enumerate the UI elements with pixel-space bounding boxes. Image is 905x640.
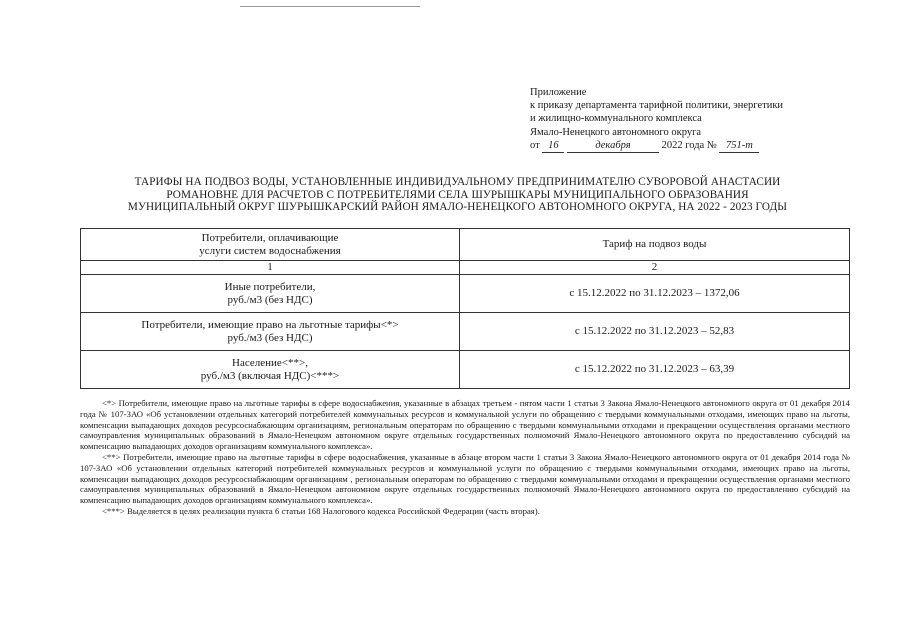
consumer-cell bbox=[81, 351, 460, 389]
date-month: декабря bbox=[567, 139, 659, 153]
header-consumers-line-2: услуги систем водоснабжения bbox=[199, 244, 341, 257]
header-consumers-line-1: Потребители, оплачивающие bbox=[201, 231, 339, 244]
tariff-cell: с 15.12.2022 по 31.12.2023 – 52,83 bbox=[460, 313, 850, 351]
table-row bbox=[81, 313, 850, 351]
consumer-line-1: Население<**>, bbox=[232, 356, 308, 369]
table-row bbox=[81, 351, 850, 389]
tariff-cell: с 15.12.2022 по 31.12.2023 – 63,39 bbox=[460, 351, 850, 389]
column-number-2: 2 bbox=[460, 261, 850, 275]
table-row bbox=[81, 275, 850, 313]
appendix-line-2: к приказу департамента тарифной политики, энергетики bbox=[530, 100, 784, 112]
title-line-1: ТАРИФЫ НА ПОДВОЗ ВОДЫ, УСТАНОВЛЕННЫЕ ИНДИВИДУАЛЬНОМУ ПРЕДПРИНИМАТЕЛЮ СУВОРОВОЙ АНАСТАСИИ bbox=[134, 176, 781, 188]
footnote-1: <*> Потребители, имеющие право на льготные тарифы в сфере водоснабжения, указанные в абзацах третьем - пятом части 1 статьи 3 Закона Ямало-Ненецкого автономного округа от 01 декабря 2014 года № 107-ЗАО «Об установлении отдельных категорий потребителей коммунальных ресурсов и коммунальной услуги по обращению с твердыми коммунальными отходами, имеющих право на льготы, компенсации выпадающих доходов ресурсоснабжающим организациям, региональным операторам по обращению с твердыми коммунальными отходами и прекращении осуществления органами местного самоуправления муниципальных образований в Ямало-Ненецком автономном округе отдельных государственных полномочий Ямало-Ненецкого автономного округа по предоставлению субсидий на компенсацию выпадающих доходов организациям коммунального комплекса». bbox=[80, 398, 850, 452]
title-line-3: МУНИЦИПАЛЬНЫЙ ОКРУГ ШУРЫШКАРСКИЙ РАЙОН ЯМАЛО-НЕНЕЦКОГО АВТОНОМНОГО ОКРУГА, НА 2022 - 2023 ГОДЫ bbox=[127, 201, 788, 214]
consumer-line-2: руб./м3 (без НДС) bbox=[227, 331, 313, 344]
consumer-cell bbox=[81, 275, 460, 313]
footnote-3: <***> Выделяется в целях реализации пункта 6 статьи 168 Налогового кодекса Российской Федерации (часть вторая). bbox=[102, 505, 540, 516]
column-number-1: 1 bbox=[81, 261, 460, 275]
appendix-block bbox=[530, 86, 880, 153]
document-title bbox=[40, 176, 875, 214]
appendix-line-1: Приложение bbox=[530, 87, 587, 98]
consumer-line-1: Иные потребители, bbox=[224, 280, 316, 293]
order-number: 751-т bbox=[719, 139, 759, 153]
date-year: 2022 года № bbox=[661, 139, 717, 151]
appendix-date-line bbox=[530, 139, 880, 153]
table-header-row bbox=[81, 229, 850, 261]
date-day: 16 bbox=[542, 139, 564, 153]
header-tariff: Тариф на подвоз воды bbox=[460, 229, 850, 261]
scan-artifact-line bbox=[240, 6, 420, 7]
tariff-cell: с 15.12.2022 по 31.12.2023 – 1372,06 bbox=[460, 275, 850, 313]
consumer-cell bbox=[81, 313, 460, 351]
consumer-line-1: Потребители, имеющие право на льготные тарифы<*> bbox=[141, 318, 399, 331]
title-line-2: РОМАНОВНЕ ДЛЯ РАСЧЕТОВ С ПОТРЕБИТЕЛЯМИ СЕЛА ШУРЫШКАРЫ МУНИЦИПАЛЬНОГО ОБРАЗОВАНИЯ bbox=[166, 188, 749, 201]
footnotes bbox=[80, 398, 850, 517]
consumer-line-2: руб./м3 (включая НДС)<***> bbox=[200, 369, 340, 382]
footnote-2: <**> Потребители, имеющие право на льготные тарифы в сфере водоснабжения, указанные в абзаце втором части 1 статьи 3 Закона Ямало-Ненецкого автономного округа от 01 декабря 2014 года № 107-ЗАО «Об установлении отдельных категорий потребителей коммунальных ресурсов и коммунальной услуги по обращению с твердыми коммунальными отходами, имеющих право на льготы, компенсации выпадающих доходов ресурсоснабжающим организациям , региональным операторам по обращению с твердыми коммунальными отходами и прекращении осуществления органами местного самоуправления муниципальных образований в Ямало-Ненецком автономном округе отдельных государственных полномочий Ямало-Ненецкого автономного округа по предоставлению субсидий на компенсацию выпадающих доходов организациям коммунального комплекса». bbox=[80, 451, 850, 506]
consumer-line-2: руб./м3 (без НДС) bbox=[227, 293, 313, 306]
header-consumers bbox=[81, 229, 460, 261]
date-prefix: от bbox=[530, 139, 540, 151]
tariff-table bbox=[80, 228, 850, 389]
appendix-line-4: Ямало-Ненецкого автономного округа bbox=[530, 126, 702, 138]
table-numbering-row bbox=[81, 261, 850, 275]
appendix-line-3: и жилищно-коммунального комплекса bbox=[530, 113, 702, 125]
